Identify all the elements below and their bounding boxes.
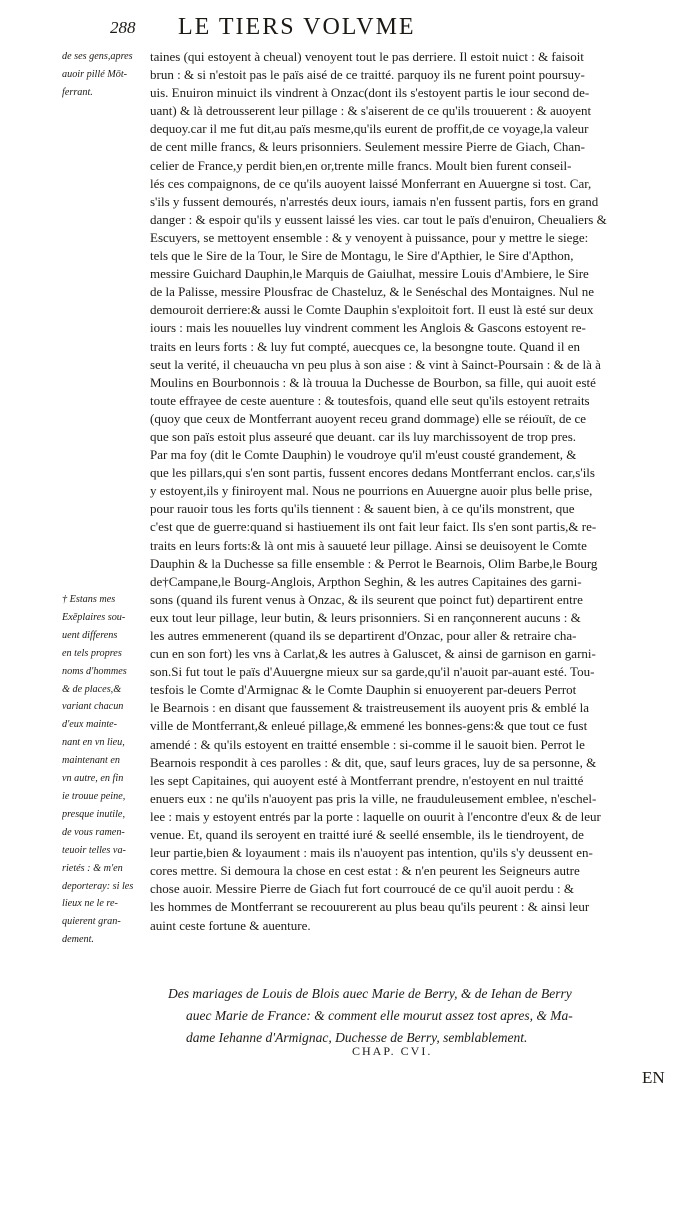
text-line: Dauphin & la Duchesse sa fille ensemble : & Perrot le Bearnois, Olim Barbe,le Bourg <box>150 555 598 571</box>
text-line: messire Guichard Dauphin,le Marquis de Gaiulhat, messire Louis d'Ambiere, le Sire <box>150 266 589 282</box>
marginal-note-line: presque inutile, <box>62 808 125 820</box>
text-line: enuers eux : ne qu'ils n'auoyent pas pris la ville, ne frauduleusement emblee, n'eschel- <box>150 790 597 806</box>
text-line: leur partie,bien & loyaument : mais ils n'auoyent pas intention, qu'ils s'y deussent en- <box>150 845 593 861</box>
heading-line: auec Marie de France: & comment elle mourut assez tost apres, & Ma- <box>186 1008 573 1023</box>
marginal-note-line: vn autre, en fin <box>62 773 124 785</box>
text-line: toute effrayee de ceste auenture : & toutesfois, quand elle seut qu'ils estoyent retraits <box>150 392 590 408</box>
text-line: c'est que de guerre:quand si hastiuement ils ont fait leur faict. Ils s'en sont partis,& re- <box>150 519 597 535</box>
marginal-note-line: † Estans mes <box>62 594 116 605</box>
marginal-note-line: nant en vn lieu, <box>62 737 125 749</box>
text-line: lés ces compaignons, de ce qu'ils auoyent laissé Monferrant en Auuergne si tost. Car, <box>150 175 592 191</box>
text-line: que son païs estoit plus asseuré que deuant. car ils luy marchissoyent de trop pres. <box>150 428 577 444</box>
text-line: seut la verité, il cheuaucha vn peu plus à son aise : & vint à Sainct-Poursain : & de là à <box>150 356 601 372</box>
text-line: uant) & là detrousserent leur pillage : & s'aiserent de ce qu'ils trouuerent : & auoyent <box>150 103 592 119</box>
text-line: que les pillars,qui s'en sont partis, fussent encores dedans Montferrant enclos. car,s'ils <box>150 465 595 481</box>
text-line: y estoyent,ils y finiroyent mal. Nous ne pourrions en Auuergne auoir plus belle prise, <box>150 483 593 499</box>
text-line: venue. Et, quand ils seroyent en traitté iuré & seellé ensemble, ils le tiendroyent, de <box>150 827 584 843</box>
catchword: EN <box>642 1068 665 1087</box>
running-title: LE TIERS VOLVME <box>178 14 416 40</box>
marginal-note-line: de vous ramen- <box>62 826 125 838</box>
text-line: de la Palisse, messire Plousfrac de Chasteluz, & le Senéschal des Montaignes. Nul ne <box>150 284 595 300</box>
text-line: traits en leurs forts : & luy fut compté, auecques ce, la besongne toute. Quand il en <box>150 338 580 354</box>
text-line: Moulins en Bourbonnois : & là trouua la Duchesse de Bourbon, sa fille, qui auoit esté <box>150 374 596 390</box>
text-line: chose auoir. Messire Pierre de Giach fut fort courroucé de ce qu'il auoit perdu : & <box>150 881 574 897</box>
text-line: danger : & espoir qu'ils y eussent laissé les vies. car tout le païs d'enuiron, Cheualiers & <box>150 211 607 227</box>
text-line: le Bearnois : en disant que faussement & traistreusement ils auoyent pris & emblé la <box>150 700 589 716</box>
marginal-note-line: deporteray: si les <box>62 880 134 892</box>
page-header <box>110 14 670 44</box>
text-line: cores mettre. Si demoura la chose en cest estat : & n'en peurent les Seigneurs autre <box>150 863 580 879</box>
marginal-note-line: lieux ne le re- <box>62 898 118 910</box>
marginal-note-line: dement. <box>62 934 94 946</box>
text-line: eux tout leur pillage, leur butin, & leurs prisonniers. Si en rançonnerent aucuns : & <box>150 609 581 625</box>
text-line: cun en son fort) les vns à Carlat,& les autres à Galuscet, & ainsi de garnison en garni- <box>150 646 596 662</box>
text-line: son.Si fut tout le païs d'Auuergne mieux sur sa garde,qu'il n'auoit par-auant esté. Tou- <box>150 664 595 680</box>
text-line: de†Campane,le Bourg-Anglois, Arpthon Seghin, & les autres Capitaines des garni- <box>150 573 582 589</box>
text-line: celier de France,y perdit bien,en or,trente mille francs. Moult bien furent conseil- <box>150 157 572 173</box>
body-text <box>150 48 670 935</box>
text-line: uis. Enuiron minuict ils vindrent à Onzac(dont ils s'estoyent partis le iour second de- <box>150 85 590 101</box>
text-line: lee : mais y estoyent entrés par la porte : laquelle on ouurit à l'encontre d'eux & de leur <box>150 808 601 824</box>
chapter-number: CHAP. CVI. <box>352 1044 433 1058</box>
marginal-note-line: variant chacun <box>62 701 124 713</box>
heading-line: dame Iehanne d'Armignac, Duchesse de Berry, semblablement. <box>186 1030 528 1045</box>
marginal-note-line: Exēplaires sou- <box>62 611 126 623</box>
text-line: Escuyers, se mettoyent ensemble : & y venoyent à puissance, pour y mettre le siege: <box>150 229 589 245</box>
marginal-note-line: ferrant. <box>62 86 93 98</box>
heading-line: Des mariages de Louis de Blois auec Marie de Berry, & de Iehan de Berry <box>168 986 572 1001</box>
text-line: traits en leurs forts:& là ont mis à sauueté leur pillage. Ainsi se deuisoyent le Comte <box>150 537 587 553</box>
marginal-note-line: maintenant en <box>62 755 121 767</box>
marginal-note-line: teuoir telles va- <box>62 844 126 856</box>
text-line: amendé : & qu'ils estoyent en traitté ensemble : si-comme il le sauoit bien. Perrot le <box>150 736 585 752</box>
text-line: auint ceste fortune & auenture. <box>150 917 311 933</box>
text-line: tesfois le Comte d'Armignac & le Comte Dauphin si enuoyerent par-deuers Perrot <box>150 682 577 698</box>
marginal-note-line: en tels propres <box>62 647 122 659</box>
marginal-note-pillage <box>62 48 142 102</box>
marginal-note-line: uent differens <box>62 629 118 641</box>
text-line: sons (quand ils furent venus à Onzac, & ils seurent que poinct fut) departirent entre <box>150 591 583 607</box>
text-line: (quoy que ceux de Montferrant auoyent receu grand dommage) elle se réiouït, de ce <box>150 410 587 426</box>
text-line: s'ils y fussent demourés, n'arrestés deux iours, iamais n'en fussent partis, fors en grand <box>150 193 599 209</box>
marginal-note-line: quierent gran- <box>62 916 121 928</box>
text-line: Par ma foy (dit le Comte Dauphin) le voudroye qu'il m'eust cousté grandement, & <box>150 447 577 463</box>
text-line: ville de Montferrant,& enleué pillage,& emmené les bonnes-gens:& que tout ce fust <box>150 718 588 734</box>
marginal-note-variants <box>62 591 142 949</box>
chapter-heading <box>168 983 638 1049</box>
marginal-note-line: d'eux mainte- <box>62 719 118 731</box>
text-line: Bearnois respondit à ces parolles : & dit, que, sauf leurs graces, luy de sa personne, & <box>150 754 597 770</box>
marginal-note-line: noms d'hommes <box>62 665 127 677</box>
marginal-note-line: & de places,& <box>62 683 122 695</box>
text-line: les autres emmenerent (quand ils se departirent d'Onzac, pour aller & retraire cha- <box>150 628 577 643</box>
text-line: les hommes de Montferrant se recouurerent au plus beau qu'ils peurent : & ainsi leur <box>150 899 590 915</box>
text-line: de cent mille francs, & leurs prisonniers. Seulement messire Pierre de Giach, Chan- <box>150 139 586 155</box>
marginal-note-line: auoir pillé Mōt- <box>62 68 128 80</box>
page-number: 288 <box>110 18 136 37</box>
text-line: les sept Capitaines, qui auoyent esté à Montferrant prendre, n'estoyent en nul traitté <box>150 772 584 788</box>
marginal-note-line: ie trouue peine, <box>62 790 126 802</box>
text-line: tels que le Sire de la Tour, le Sire de Montagu, le Sire d'Apthier, le Sire d'Apthon, <box>150 248 574 264</box>
text-line: pour rauoir tous les forts qu'ils tiennent : & sauent bien, à ce qu'ils monstrent, que <box>150 501 575 517</box>
marginal-note-line: de ses gens,apres <box>62 51 133 62</box>
text-line: brun : & si n'estoit pas le païs aisé de ce traitté. parquoy ils ne furent point poursuy- <box>150 67 585 83</box>
text-line: taines (qui estoyent à cheual) venoyent tout le pas derriere. Il estoit nuict : & faisoit <box>150 49 584 64</box>
text-line: demouroit derriere:& aussi le Comte Dauphin s'exploitoit fort. Il eust là esté sur deux <box>150 302 594 318</box>
text-line: iours : mais les nouuelles luy vindrent comment les Anglois & Gascons estoyent re- <box>150 320 586 336</box>
text-line: dequoy.car il me fut dit,au païs mesme,qu'ils eurent de proffit,de ce voyage,la valeur <box>150 121 589 137</box>
marginal-note-line: rietés : & m'en <box>62 862 123 874</box>
